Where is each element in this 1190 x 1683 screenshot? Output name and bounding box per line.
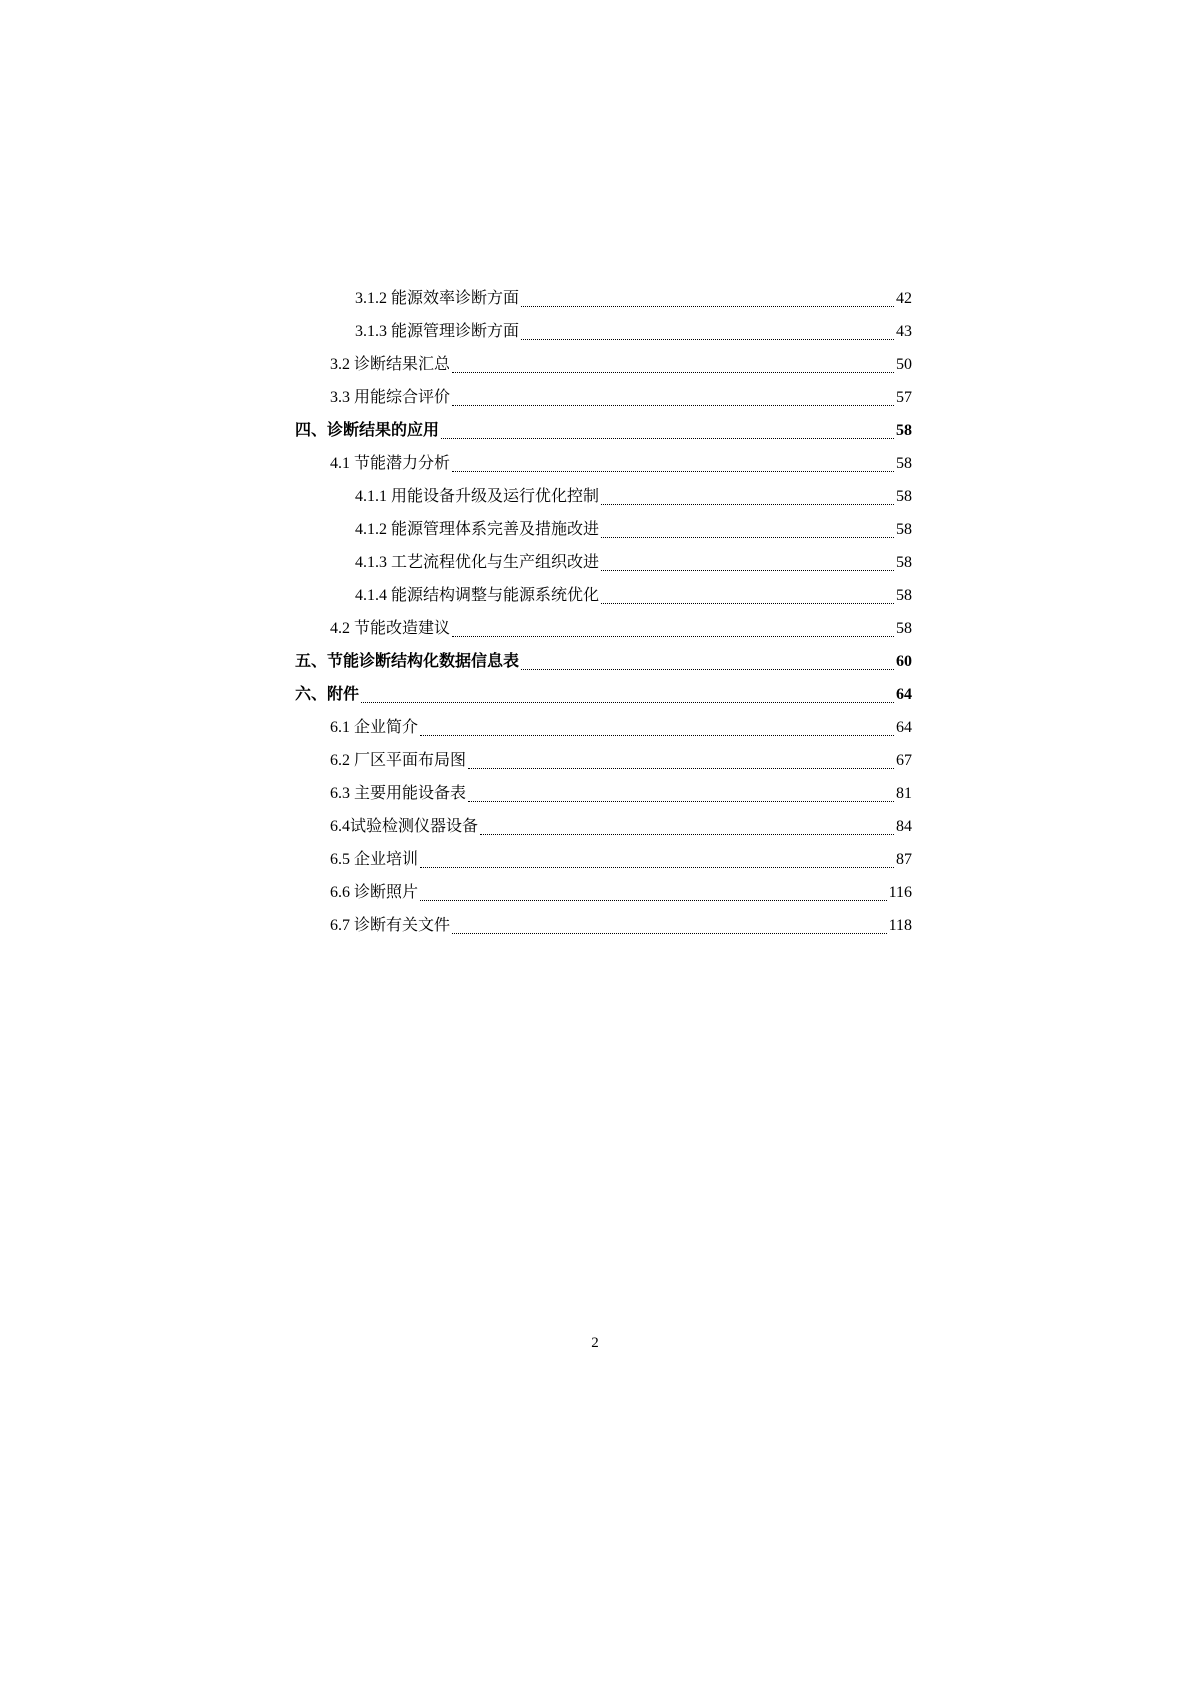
toc-entry-title: 4.1.2 能源管理体系完善及措施改进 (355, 521, 600, 538)
toc-entry-6-3[interactable] (330, 779, 912, 809)
dot-leader (601, 603, 894, 604)
page-number: 2 (591, 1335, 599, 1351)
dot-leader (361, 702, 894, 703)
toc-entry-page: 60 (896, 653, 912, 670)
toc-entry-page: 58 (896, 488, 912, 505)
toc-entry-chapter-5[interactable] (295, 647, 912, 677)
dot-leader (480, 834, 894, 835)
dot-leader (601, 537, 894, 538)
toc-entry-4-1-4[interactable] (355, 581, 912, 611)
dot-leader (452, 933, 887, 934)
toc-entry-3-2[interactable] (330, 350, 912, 380)
toc-entry-page: 116 (888, 884, 912, 901)
toc-entry-title: 3.1.2 能源效率诊断方面 (355, 290, 520, 307)
toc-entry-page: 58 (896, 422, 912, 439)
toc-entry-title: 3.2 诊断结果汇总 (330, 356, 451, 373)
toc-entry-6-6[interactable] (330, 878, 912, 908)
dot-leader (468, 801, 894, 802)
toc-entry-6-1[interactable] (330, 713, 912, 743)
toc-entry-title: 6.2 厂区平面布局图 (330, 752, 467, 769)
toc-entry-chapter-4[interactable] (295, 416, 912, 446)
toc-entry-title: 6.7 诊断有关文件 (330, 917, 451, 934)
toc-entry-title: 五、节能诊断结构化数据信息表 (295, 653, 520, 670)
toc-entry-title: 六、附件 (295, 686, 360, 703)
toc-entry-page: 57 (896, 389, 912, 406)
toc-entry-6-4[interactable] (330, 812, 912, 842)
toc-entry-title: 6.1 企业简介 (330, 719, 419, 736)
toc-entry-6-7[interactable] (330, 911, 912, 941)
dot-leader (452, 372, 894, 373)
toc-entry-title: 4.1.4 能源结构调整与能源系统优化 (355, 587, 600, 604)
toc-entry-6-2[interactable] (330, 746, 912, 776)
toc-entry-title: 6.5 企业培训 (330, 851, 419, 868)
dot-leader (521, 669, 894, 670)
toc-entry-page: 42 (896, 290, 912, 307)
toc-entry-title: 四、诊断结果的应用 (295, 422, 440, 439)
toc-entry-page: 64 (896, 719, 912, 736)
toc-entry-page: 58 (896, 587, 912, 604)
toc-entry-page: 58 (896, 521, 912, 538)
toc-entry-page: 81 (896, 785, 912, 802)
toc-entry-title: 4.1.3 工艺流程优化与生产组织改进 (355, 554, 600, 571)
dot-leader (521, 306, 894, 307)
toc-entry-4-1-3[interactable] (355, 548, 912, 578)
toc-entry-page: 84 (896, 818, 912, 835)
toc-entry-4-2[interactable] (330, 614, 912, 644)
toc-entry-title: 4.1 节能潜力分析 (330, 455, 451, 472)
dot-leader (601, 570, 894, 571)
toc-entry-3-1-2[interactable] (355, 284, 912, 314)
toc-entry-6-5[interactable] (330, 845, 912, 875)
dot-leader (452, 471, 894, 472)
toc-entry-title: 6.4试验检测仪器设备 (330, 818, 479, 835)
dot-leader (452, 405, 894, 406)
toc-entry-3-3[interactable] (330, 383, 912, 413)
toc-entry-page: 43 (896, 323, 912, 340)
dot-leader (420, 867, 894, 868)
toc-entry-page: 50 (896, 356, 912, 373)
toc-entry-page: 67 (896, 752, 912, 769)
toc-entry-page: 118 (888, 917, 912, 934)
dot-leader (468, 768, 894, 769)
toc-entry-title: 4.2 节能改造建议 (330, 620, 451, 637)
dot-leader (601, 504, 894, 505)
toc-entry-chapter-6[interactable] (295, 680, 912, 710)
toc-entry-4-1[interactable] (330, 449, 912, 479)
toc-entry-title: 3.1.3 能源管理诊断方面 (355, 323, 520, 340)
dot-leader (441, 438, 894, 439)
toc-entry-page: 58 (896, 554, 912, 571)
dot-leader (420, 900, 887, 901)
toc-entry-page: 64 (896, 686, 912, 703)
toc-entry-page: 87 (896, 851, 912, 868)
toc-entry-title: 6.3 主要用能设备表 (330, 785, 467, 802)
toc-entry-title: 6.6 诊断照片 (330, 884, 419, 901)
toc-entry-title: 3.3 用能综合评价 (330, 389, 451, 406)
toc-entry-4-1-2[interactable] (355, 515, 912, 545)
toc-entry-title: 4.1.1 用能设备升级及运行优化控制 (355, 488, 600, 505)
dot-leader (452, 636, 894, 637)
toc-entry-4-1-1[interactable] (355, 482, 912, 512)
dot-leader (521, 339, 894, 340)
toc-entry-page: 58 (896, 455, 912, 472)
toc-entry-page: 58 (896, 620, 912, 637)
dot-leader (420, 735, 894, 736)
toc-entry-3-1-3[interactable] (355, 317, 912, 347)
